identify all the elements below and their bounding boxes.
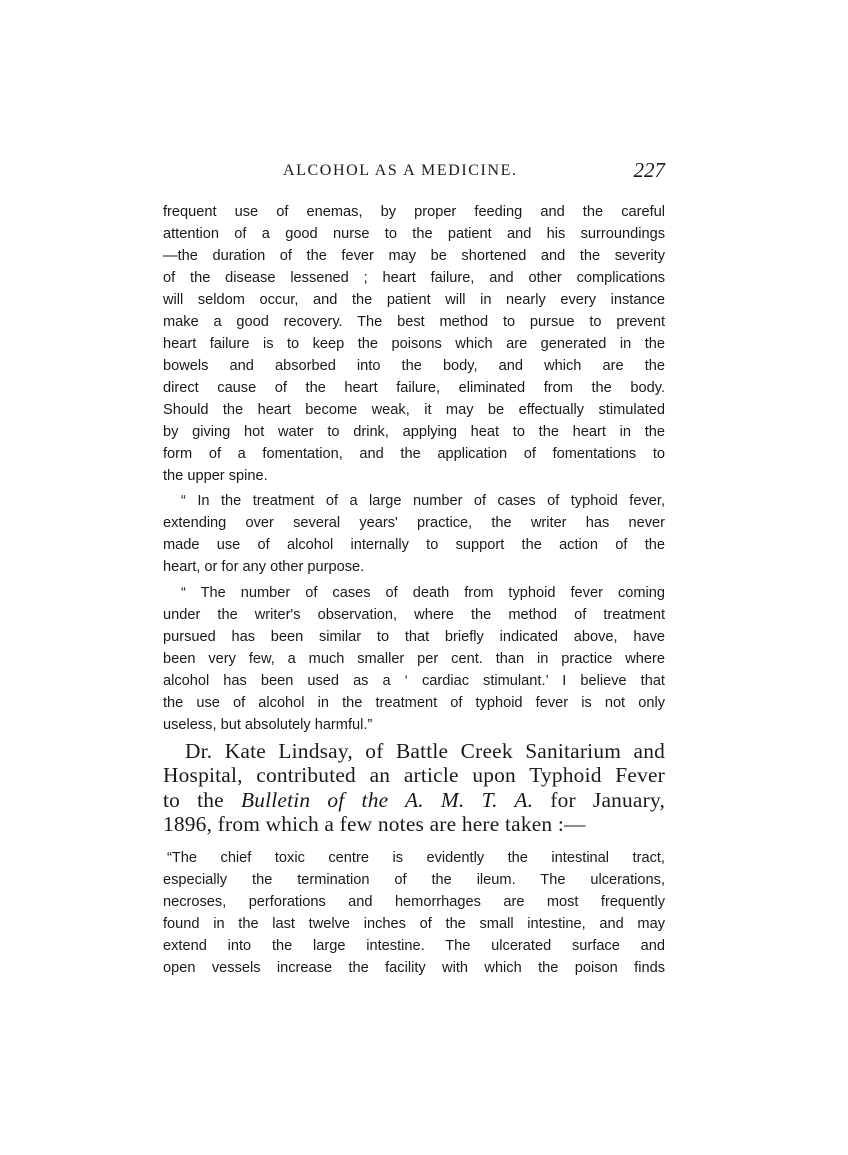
text-line: necroses, perforations and hemorrhages are most frequently	[163, 894, 665, 910]
text-line: “ In the treatment of a large number of cases of typhoid fever,	[181, 493, 665, 509]
text-line: form of a fomentation, and the application of fomentations to	[163, 446, 665, 462]
text-line: under the writer's observation, where the method of treatment	[163, 607, 665, 623]
text-line: especially the termination of the ileum. The ulcerations,	[163, 872, 665, 888]
text-line: by giving hot water to drink, applying heat to the heart in the	[163, 424, 665, 440]
text-line: extend into the large intestine. The ulcerated surface and	[163, 938, 665, 954]
text-line: —the duration of the fever may be shortened and the severity	[163, 248, 665, 264]
text-line	[163, 788, 665, 812]
text-line: 1896, from which a few notes are here taken :—	[163, 811, 586, 836]
text-line: make a good recovery. The best method to pursue to prevent	[163, 314, 665, 330]
paragraph-5	[163, 847, 665, 979]
paragraph-3	[163, 582, 665, 736]
text-line: “ The number of cases of death from typhoid fever coming	[181, 585, 665, 601]
text-line: heart failure is to keep the poisons which are generated in the	[163, 336, 665, 352]
paragraph-4	[163, 739, 665, 836]
text-line: open vessels increase the facility with which the poison finds	[163, 960, 665, 976]
text-line: Dr. Kate Lindsay, of Battle Creek Sanitarium and	[185, 739, 665, 763]
text-line: direct cause of the heart failure, eliminated from the body.	[163, 380, 665, 396]
text-line: Hospital, contributed an article upon Typhoid Fever	[163, 763, 665, 788]
text-line: the use of alcohol in the treatment of typhoid fever is not only	[163, 695, 665, 711]
running-title: ALCOHOL AS A MEDICINE.	[283, 162, 518, 179]
text-line: the upper spine.	[163, 468, 268, 484]
text-line: pursued has been similar to that briefly indicated above, have	[163, 629, 665, 645]
paragraph-1	[163, 201, 665, 487]
page-number: 227	[633, 158, 665, 182]
text-line: bowels and absorbed into the body, and which are the	[163, 358, 665, 374]
text-line: will seldom occur, and the patient will in nearly every instance	[163, 292, 665, 308]
text-line: heart, or for any other purpose.	[163, 559, 365, 575]
text-segment: for January,	[533, 787, 665, 812]
text-line: been very few, a much smaller per cent. than in practice where	[163, 651, 665, 667]
running-head	[163, 158, 665, 188]
text-line: useless, but absolutely harmful.”	[163, 717, 373, 733]
journal-title: Bulletin of the A. M. T. A.	[240, 787, 534, 812]
text-line: attention of a good nurse to the patient and his surroundings	[163, 226, 665, 242]
text-line: Should the heart become weak, it may be effectually stimulated	[163, 402, 665, 418]
text-segment: to the	[163, 787, 241, 812]
text-line: alcohol has been used as a ‘ cardiac stimulant.’ I believe that	[163, 673, 665, 689]
text-line: “The chief toxic centre is evidently the intestinal tract,	[167, 850, 665, 866]
text-line: of the disease lessened ; heart failure, and other complications	[163, 270, 665, 286]
text-line: found in the last twelve inches of the small intestine, and may	[163, 916, 665, 932]
text-line: made use of alcohol internally to support the action of the	[163, 537, 665, 553]
text-line: extending over several years' practice, the writer has never	[163, 515, 665, 531]
text-line: frequent use of enemas, by proper feeding and the careful	[163, 204, 665, 220]
paragraph-2	[163, 490, 665, 578]
